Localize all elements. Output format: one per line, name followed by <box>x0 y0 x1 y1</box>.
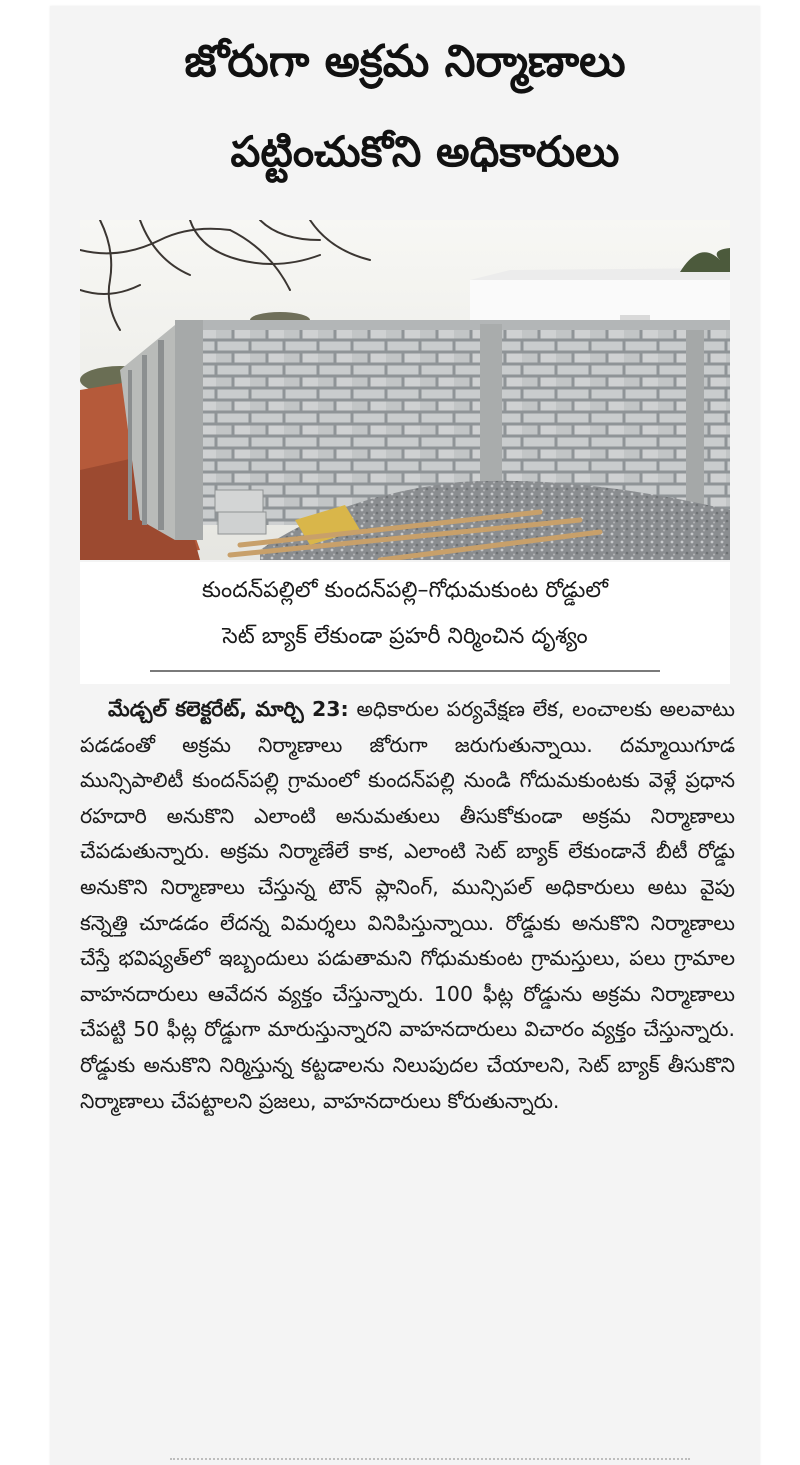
wall-construction-photo-icon <box>80 220 730 560</box>
article-body-text: అధికారుల పర్యవేక్షణ లేక, లంచాలకు అలవాటు పడడంతో అక్రమ నిర్మాణాలు జోరుగా జరుగుతున్నాయి. దమ్మాయిగూడ మున్సిపాలిటీ కుందన్‌పల్లి గ్రామంలో కుందన్‌పల్లి నుండి గోదుమకుంటకు వెళ్లే ప్రధాన రహదారి అనుకొని ఎలాంటి అనుమతులు తీసుకోకుండా అక్రమ నిర్మాణాలు చేపడుతున్నారు. అక్రమ నిర్మాణేలే కాక, ఎలాంటి సెట్ బ్యాక్ లేకుండానే బీటీ రోడ్డు అనుకొని నిర్మాణాలు చేస్తున్న టౌన్ ప్లానింగ్, మున్సిపల్ అధికారులు అటు వైపు కన్నెత్తి చూడడం లేదన్న విమర్శలు వినిపిస్తున్నాయి. రోడ్డుకు అనుకొని నిర్మాణాలు చేస్తే భవిష్యత్‌లో ఇబ్బందులు పడుతామని గోధుమకుంట గ్రామస్తులు, పలు గ్రామాల వాహనదారులు ఆవేదన వ్యక్తం చేస్తున్నారు. 100 ఫీట్ల రోడ్డును అక్రమ నిర్మాణాలు చేపట్టి 50 ఫీట్ల రోడ్డుగా మారుస్తున్నారని వాహనదారులు విచారం వ్యక్తం చేస్తున్నారు. రోడ్డుకు అనుకొని నిర్మిస్తున్న కట్టడాలను నిలుపుదల చేయాలని, సెట్ బ్యాక్ తీసుకొని నిర్మాణాలు చేపట్టాలని ప్రజలు, వాహనదారులు కోరుతున్నారు. <box>80 697 735 1113</box>
newspaper-clipping <box>50 6 760 1465</box>
caption-line-1: కుందన్‌పల్లిలో కుందన్‌పల్లి–గోధుమకుంట రోడ్డులో <box>201 578 609 603</box>
headline-line-1: జోరుగా అక్రమ నిర్మాణాలు <box>184 36 626 87</box>
wall-construction-photo <box>80 220 730 560</box>
article-body <box>80 692 735 1119</box>
headline-line-2: పట్టించుకోని అధికారులు <box>230 127 620 176</box>
article-dateline: మేడ్చల్ కలెక్టరేట్, మార్చి 23: <box>108 697 349 721</box>
clipping-cut-edge <box>170 1458 690 1465</box>
caption-divider <box>150 670 660 672</box>
photo-caption <box>80 562 730 684</box>
caption-line-2: సెట్ బ్యాక్ లేకుండా ప్రహరీ నిర్మించిన దృశ్యం <box>222 624 588 649</box>
